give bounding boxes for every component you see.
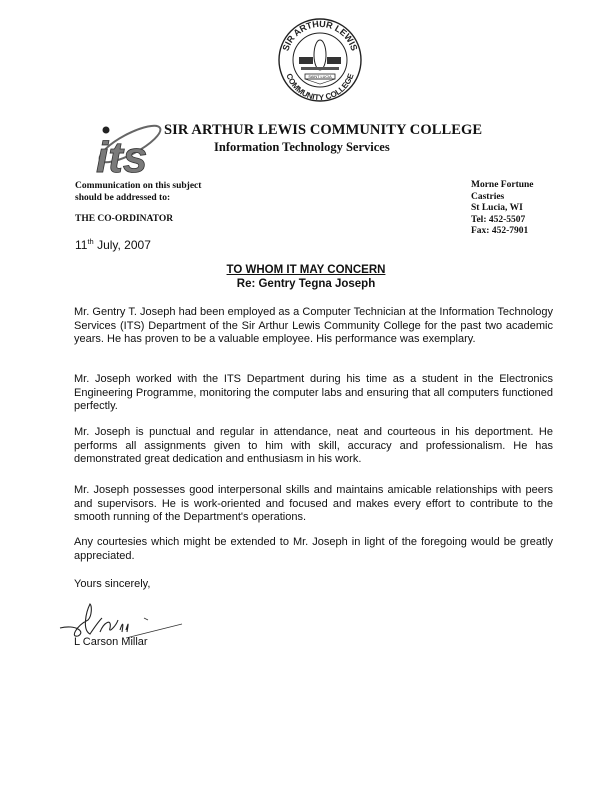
correspondence-note (75, 181, 201, 204)
subject-line: Re: Gentry Tegna Joseph (236, 278, 376, 290)
svg-text:SAINT LUCIA: SAINT LUCIA (308, 75, 332, 79)
svg-text:its: its (96, 133, 148, 178)
college-name: SIR ARTHUR LEWIS COMMUNITY COLLEGE (164, 122, 483, 138)
closing-salutation: Yours sincerely, (74, 578, 151, 590)
svg-text:COMMUNITY COLLEGE: COMMUNITY COLLEGE (284, 72, 356, 103)
college-seal (277, 17, 363, 103)
body-paragraph-2: Mr. Joseph worked with the ITS Department during his time as a student in the Electronics Engineering Programme, monitoring the computer labs and ensuring that all computers functioned perfectly. (74, 373, 553, 413)
telephone: Tel: 452-5507 (471, 214, 526, 225)
svg-text:SIR ARTHUR LEWIS: SIR ARTHUR LEWIS (280, 18, 360, 53)
its-logo (92, 116, 164, 178)
addressee: THE CO-ORDINATOR (75, 214, 174, 224)
fax: Fax: 452-7901 (471, 226, 529, 237)
its-logo-icon (92, 116, 164, 178)
correspondence-line-1: Communication on this subject (75, 181, 202, 191)
body-paragraph-1: Mr. Gentry T. Joseph had been employed as a Computer Technician at the Information Technology Services (ITS) Department of the Sir Arthur Lewis Community College for the past two academic years. He has proven to be a valuable employee. His performance was exemplary. (74, 306, 553, 346)
department-name: Information Technology Services (214, 140, 390, 154)
address-line-1: Morne Fortune (471, 180, 534, 190)
letter-heading: TO WHOM IT MAY CONCERN (226, 264, 386, 276)
letter-date: 11th July, 2007 (75, 237, 151, 252)
body-paragraph-3: Mr. Joseph is punctual and regular in attendance, neat and courteous in his deportment. He performs all assignments given to him with skill, accuracy and professionalism. He has demonstrated great dedication and enthusiasm in his work. (74, 426, 553, 466)
address-line-3: St Lucia, WI (471, 203, 523, 214)
body-paragraph-4: Mr. Joseph possesses good interpersonal skills and maintains amicable relationships with peers and supervisors. He is work-oriented and focused and makes every effort to contribute to the smooth running of the Department's operations. (74, 484, 553, 524)
seal-icon (277, 17, 363, 103)
college-address (471, 180, 534, 238)
body-paragraph-5: Any courtesies which might be extended to Mr. Joseph in light of the foregoing would be greatly appreciated. (74, 536, 553, 562)
signer-name: L Carson Millar (74, 636, 148, 648)
address-line-2: Castries (471, 191, 505, 202)
correspondence-line-2: should be addressed to: (75, 192, 171, 203)
